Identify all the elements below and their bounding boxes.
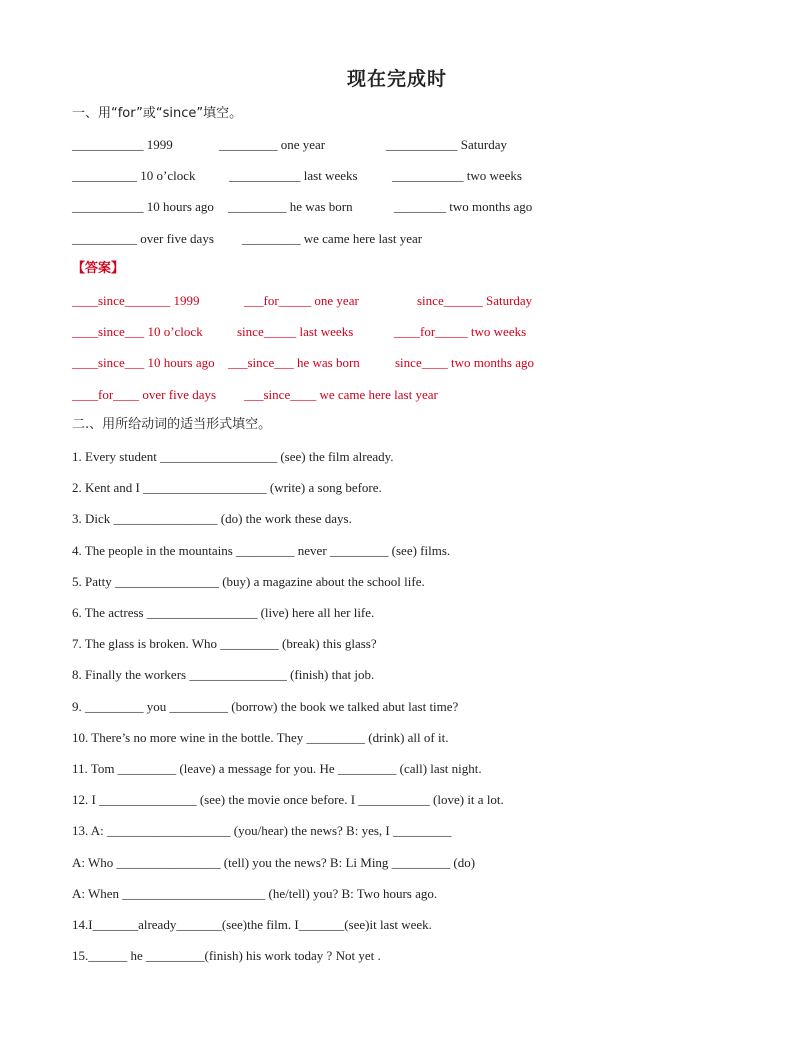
question-4: 4. The people in the mountains _________ never _________ (see) films.: [72, 543, 451, 558]
ans-r2-c2: since_____ last weeks: [237, 324, 354, 339]
s1-r4-c2: _________ we came here last year: [242, 231, 423, 246]
question-13-line-3: A: When ______________________ (he/tell) you? B: Two hours ago.: [72, 886, 438, 901]
question-8: 8. Finally the workers _______________ (finish) that job.: [72, 667, 375, 682]
s1-r1-c1: ___________ 1999: [72, 137, 173, 152]
question-13-line-2: A: Who ________________ (tell) you the news? B: Li Ming _________ (do): [72, 855, 476, 870]
s1-r3-c2: _________ he was born: [228, 199, 353, 214]
ans-r1-c1: ____since_______ 1999: [72, 293, 200, 308]
ans-r1-c3: since______ Saturday: [417, 293, 533, 308]
question-15: 15.______ he _________(finish) his work today ? Not yet .: [72, 948, 381, 963]
question-9: 9. _________ you _________ (borrow) the book we talked abut last time?: [72, 699, 459, 714]
s1-r4-c1: __________ over five days: [72, 231, 214, 246]
question-11: 11. Tom _________ (leave) a message for you. He _________ (call) last night.: [72, 761, 482, 776]
ans-r3-c1: ____since___ 10 hours ago: [72, 355, 215, 370]
question-7: 7. The glass is broken. Who _________ (break) this glass?: [72, 636, 377, 651]
s1-r3-c3: ________ two months ago: [394, 199, 533, 214]
question-6: 6. The actress _________________ (live) here all her life.: [72, 605, 375, 620]
ans-r3-c2: ___since___ he was born: [228, 355, 360, 370]
s1-r1-c3: ___________ Saturday: [386, 137, 507, 152]
s1-r2-c3: ___________ two weeks: [392, 168, 522, 183]
s1-r1-c2: _________ one year: [219, 137, 326, 152]
ans-r4-c1: ____for____ over five days: [72, 387, 217, 402]
question-13: 13. A: ___________________ (you/hear) the news? B: yes, I _________: [72, 823, 452, 838]
question-5: 5. Patty ________________ (buy) a magazine about the school life.: [72, 574, 425, 589]
section1-heading: 一、用“for”或“since”填空。: [72, 106, 243, 121]
s1-r3-c1: ___________ 10 hours ago: [72, 199, 214, 214]
ans-r3-c3: since____ two months ago: [395, 355, 535, 370]
question-3: 3. Dick ________________ (do) the work these days.: [72, 511, 352, 526]
question-2: 2. Kent and I ___________________ (write) a song before.: [72, 480, 382, 495]
ans-r1-c2: ___for_____ one year: [244, 293, 359, 308]
page-title: 现在完成时: [346, 68, 447, 90]
question-14: 14.I_______already_______(see)the film. I_______(see)it last week.: [72, 917, 432, 932]
question-12: 12. I _______________ (see) the movie once before. I ___________ (love) it a lot.: [72, 792, 504, 807]
ans-r2-c1: ____since___ 10 o’clock: [72, 324, 203, 339]
section2-heading: 二.、用所给动词的适当形式填空。: [72, 417, 272, 432]
answer-label: 【答案】: [72, 261, 125, 276]
ans-r2-c3: ____for_____ two weeks: [394, 324, 527, 339]
s1-r2-c2: ___________ last weeks: [229, 168, 358, 183]
s1-r2-c1: __________ 10 o’clock: [72, 168, 196, 183]
ans-r4-c2: ___since____ we came here last year: [244, 387, 438, 402]
question-10: 10. There’s no more wine in the bottle. They _________ (drink) all of it.: [72, 730, 449, 745]
question-1: 1. Every student __________________ (see) the film already.: [72, 449, 394, 464]
